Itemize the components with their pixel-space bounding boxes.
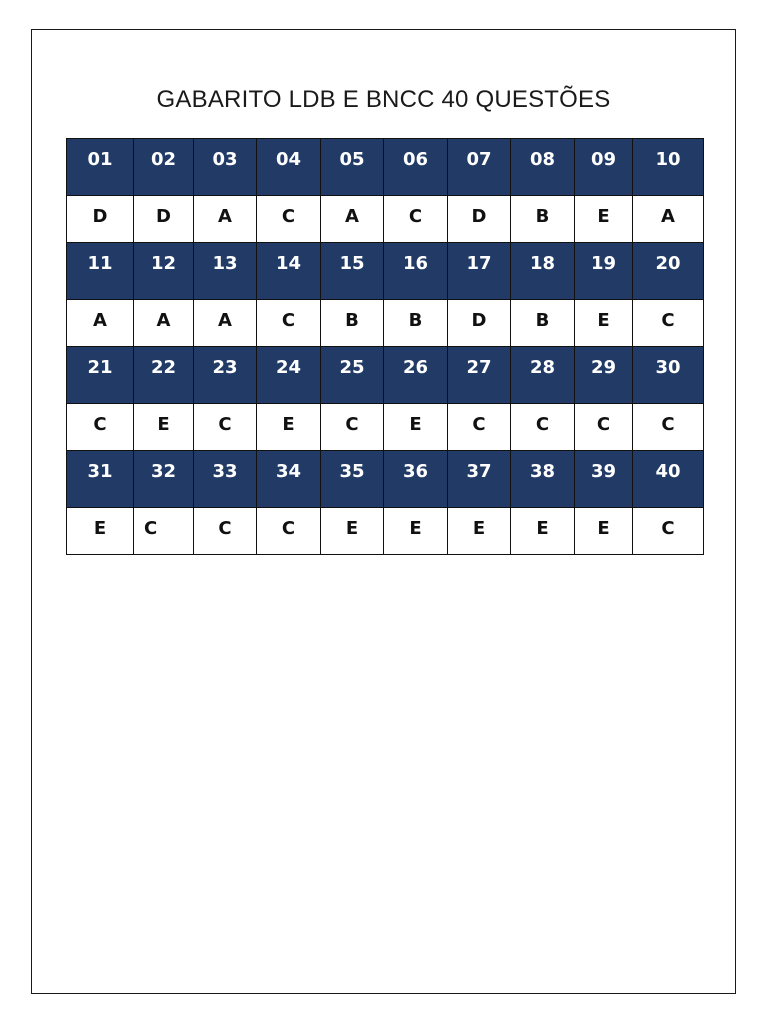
answer-cell: D — [448, 300, 511, 347]
answer-cell: C — [633, 404, 704, 451]
answer-cell: C — [67, 404, 134, 451]
question-number-cell: 10 — [633, 139, 704, 196]
answer-row — [67, 196, 704, 243]
question-number-cell: 06 — [384, 139, 448, 196]
answer-row — [67, 508, 704, 555]
question-number-cell: 27 — [448, 347, 511, 404]
question-number-cell: 40 — [633, 451, 704, 508]
answer-cell: A — [67, 300, 134, 347]
question-number-cell: 02 — [134, 139, 194, 196]
answer-cell: D — [67, 196, 134, 243]
page-title: GABARITO LDB E BNCC 40 QUESTÕES — [156, 86, 611, 113]
answer-cell: A — [134, 300, 194, 347]
question-number-cell: 16 — [384, 243, 448, 300]
question-number-cell: 28 — [511, 347, 575, 404]
answer-cell: C — [633, 508, 704, 555]
question-number-cell: 01 — [67, 139, 134, 196]
answer-cell: E — [257, 404, 321, 451]
question-number-cell: 15 — [321, 243, 384, 300]
question-number-cell: 25 — [321, 347, 384, 404]
question-number-cell: 23 — [194, 347, 257, 404]
answer-cell: E — [511, 508, 575, 555]
question-number-cell: 33 — [194, 451, 257, 508]
question-number-cell: 08 — [511, 139, 575, 196]
question-number-cell: 31 — [67, 451, 134, 508]
question-number-cell: 35 — [321, 451, 384, 508]
answer-cell: E — [575, 508, 633, 555]
answer-cell: E — [575, 196, 633, 243]
answer-cell: C — [633, 300, 704, 347]
answer-cell: E — [321, 508, 384, 555]
question-number-cell: 26 — [384, 347, 448, 404]
question-number-cell: 29 — [575, 347, 633, 404]
answer-cell: A — [633, 196, 704, 243]
answer-cell: C — [321, 404, 384, 451]
answer-cell: B — [384, 300, 448, 347]
question-number-cell: 37 — [448, 451, 511, 508]
question-number-cell: 13 — [194, 243, 257, 300]
answer-cell: B — [321, 300, 384, 347]
question-number-row — [67, 139, 704, 196]
question-number-cell: 17 — [448, 243, 511, 300]
answer-cell: E — [575, 300, 633, 347]
question-number-cell: 18 — [511, 243, 575, 300]
question-number-cell: 03 — [194, 139, 257, 196]
answer-cell: E — [134, 404, 194, 451]
answer-cell: D — [134, 196, 194, 243]
answer-cell: B — [511, 196, 575, 243]
question-number-cell: 09 — [575, 139, 633, 196]
answer-cell: E — [67, 508, 134, 555]
answer-cell: A — [194, 300, 257, 347]
question-number-cell: 04 — [257, 139, 321, 196]
question-number-cell: 12 — [134, 243, 194, 300]
answer-cell: A — [194, 196, 257, 243]
question-number-row — [67, 243, 704, 300]
question-number-cell: 39 — [575, 451, 633, 508]
question-number-cell: 24 — [257, 347, 321, 404]
answer-cell: E — [384, 404, 448, 451]
question-number-cell: 21 — [67, 347, 134, 404]
answer-cell: A — [321, 196, 384, 243]
answer-cell: C — [448, 404, 511, 451]
answer-cell: C — [134, 508, 194, 555]
question-number-row — [67, 451, 704, 508]
question-number-cell: 32 — [134, 451, 194, 508]
answer-cell: E — [384, 508, 448, 555]
question-number-cell: 22 — [134, 347, 194, 404]
answer-cell: C — [575, 404, 633, 451]
question-number-cell: 34 — [257, 451, 321, 508]
answer-cell: E — [448, 508, 511, 555]
question-number-cell: 36 — [384, 451, 448, 508]
answer-cell: C — [257, 300, 321, 347]
answer-cell: C — [194, 404, 257, 451]
answer-cell: B — [511, 300, 575, 347]
question-number-row — [67, 347, 704, 404]
question-number-cell: 05 — [321, 139, 384, 196]
answer-cell: C — [257, 508, 321, 555]
answer-key-body — [67, 139, 704, 555]
answer-row — [67, 300, 704, 347]
answer-cell: C — [511, 404, 575, 451]
question-number-cell: 07 — [448, 139, 511, 196]
question-number-cell: 38 — [511, 451, 575, 508]
answer-cell: C — [194, 508, 257, 555]
answer-cell: D — [448, 196, 511, 243]
answer-key-table — [66, 138, 704, 555]
answer-cell: C — [384, 196, 448, 243]
question-number-cell: 19 — [575, 243, 633, 300]
question-number-cell: 11 — [67, 243, 134, 300]
answer-row — [67, 404, 704, 451]
question-number-cell: 14 — [257, 243, 321, 300]
question-number-cell: 20 — [633, 243, 704, 300]
answer-cell: C — [257, 196, 321, 243]
question-number-cell: 30 — [633, 347, 704, 404]
